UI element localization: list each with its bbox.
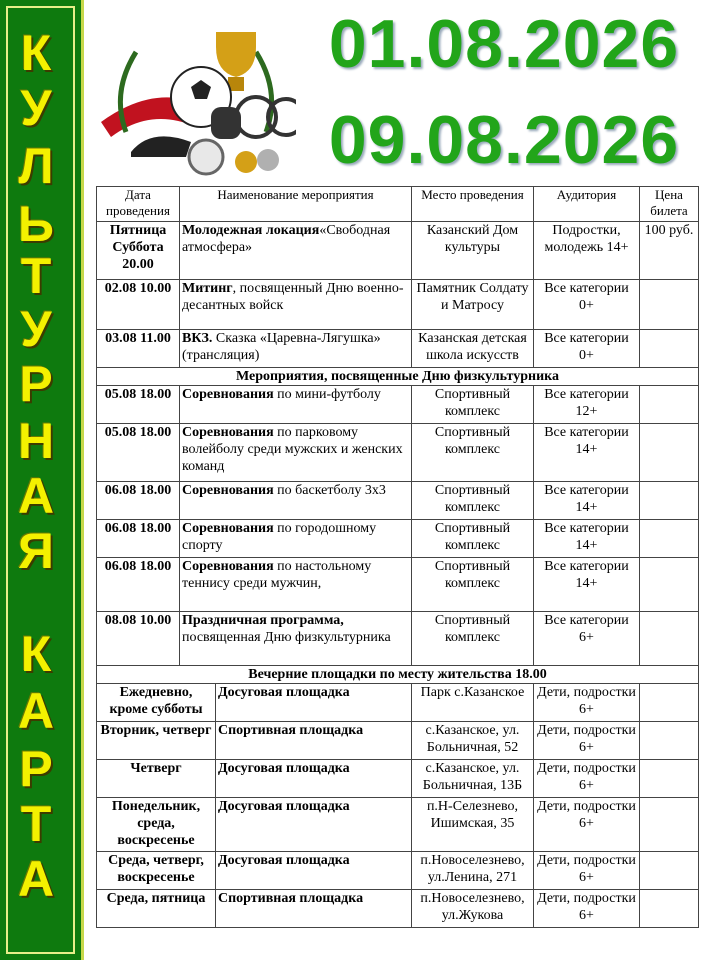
event-audience-cell: Подростки, молодежь 14+ bbox=[534, 222, 640, 280]
sidebar-banner bbox=[0, 0, 84, 960]
evening-days-cell: Среда, пятница bbox=[97, 890, 216, 928]
event-price-cell: 100 руб. bbox=[640, 222, 699, 280]
event-name-cell bbox=[180, 482, 412, 520]
evening-type-cell: Досуговая площадка bbox=[216, 852, 412, 890]
event-place-cell: Спортивный комплекс bbox=[412, 482, 534, 520]
evening-row bbox=[97, 760, 699, 798]
event-name-bold: Соревнования bbox=[182, 483, 274, 498]
evening-row bbox=[97, 890, 699, 928]
header-audience: Аудитория bbox=[534, 187, 640, 222]
evening-place-cell: п.Новоселезнево, ул.Жукова bbox=[412, 890, 534, 928]
evening-days-cell: Понедельник, среда, воскресенье bbox=[97, 798, 216, 852]
evening-type-cell: Досуговая площадка bbox=[216, 798, 412, 852]
event-place-cell: Спортивный комплекс bbox=[412, 612, 534, 666]
table-row bbox=[97, 558, 699, 612]
start-date: 01.08.2026 bbox=[328, 6, 680, 82]
evening-days-cell: Ежедневно, кроме субботы bbox=[97, 684, 216, 722]
evening-audience-cell: Дети, подростки 6+ bbox=[534, 890, 640, 928]
title-letter: А bbox=[17, 683, 55, 739]
evening-price-cell bbox=[640, 890, 699, 928]
title-letter: Л bbox=[18, 138, 54, 194]
event-audience-cell: Все категории 14+ bbox=[534, 424, 640, 482]
evening-row bbox=[97, 798, 699, 852]
event-place-cell: Спортивный комплекс bbox=[412, 386, 534, 424]
event-name-bold: Соревнования bbox=[182, 521, 274, 536]
event-name-cell bbox=[180, 424, 412, 482]
event-name-bold: Соревнования bbox=[182, 387, 274, 402]
evening-days-cell: Среда, четверг, воскресенье bbox=[97, 852, 216, 890]
event-audience-cell: Все категории 14+ bbox=[534, 558, 640, 612]
event-name-rest: по мини-футболу bbox=[273, 387, 381, 402]
event-price-cell bbox=[640, 424, 699, 482]
event-date-cell: 05.08 18.00 bbox=[97, 386, 180, 424]
section-title: Мероприятия, посвященные Дню физкультурника bbox=[97, 368, 699, 386]
event-price-cell bbox=[640, 482, 699, 520]
event-place-cell: Спортивный комплекс bbox=[412, 558, 534, 612]
header-price: Цена билета bbox=[640, 187, 699, 222]
sneaker-icon bbox=[131, 136, 191, 157]
evening-type-cell: Досуговая площадка bbox=[216, 684, 412, 722]
event-price-cell bbox=[640, 612, 699, 666]
event-name-rest: «Свободная атмосфера» bbox=[182, 223, 391, 255]
section-row bbox=[97, 666, 699, 684]
evening-row bbox=[97, 722, 699, 760]
event-name-cell bbox=[180, 520, 412, 558]
event-price-cell bbox=[640, 558, 699, 612]
evening-row bbox=[97, 852, 699, 890]
event-name-rest: по парковому волейболу среди мужских и женских команд bbox=[182, 425, 403, 474]
section-title: Вечерние площадки по месту жительства 18.00 bbox=[97, 666, 699, 684]
event-name-bold: Соревнования bbox=[182, 425, 274, 440]
event-audience-cell: Все категории 12+ bbox=[534, 386, 640, 424]
evening-price-cell bbox=[640, 852, 699, 890]
title-letter: У bbox=[20, 80, 52, 136]
evening-place-cell: с.Казанское, ул. Больничная, 52 bbox=[412, 722, 534, 760]
event-price-cell bbox=[640, 330, 699, 368]
event-name-bold: Соревнования bbox=[182, 559, 274, 574]
event-name-bold: Праздничная программа, bbox=[182, 613, 344, 628]
title-letter: Я bbox=[18, 523, 54, 579]
event-place-cell: Казанский Дом культуры bbox=[412, 222, 534, 280]
table-row bbox=[97, 222, 699, 280]
evening-type-cell: Досуговая площадка bbox=[216, 760, 412, 798]
title-letter: К bbox=[20, 25, 52, 81]
event-name-rest: посвященная Дню физкультурника bbox=[182, 630, 391, 645]
event-place-cell: Памятник Солдату и Матросу bbox=[412, 280, 534, 330]
title-letter: У bbox=[20, 301, 52, 357]
event-date-cell: 08.08 10.00 bbox=[97, 612, 180, 666]
title-letter: А bbox=[17, 851, 55, 907]
table-row bbox=[97, 520, 699, 558]
table-row bbox=[97, 280, 699, 330]
event-date-cell: 06.08 18.00 bbox=[97, 482, 180, 520]
event-date-cell: 06.08 18.00 bbox=[97, 520, 180, 558]
event-date-cell: 03.08 11.00 bbox=[97, 330, 180, 368]
title-letter: Ь bbox=[18, 196, 54, 252]
table-row bbox=[97, 424, 699, 482]
header-name: Наименование мероприятия bbox=[180, 187, 412, 222]
evening-place-cell: с.Казанское, ул. Больничная, 13Б bbox=[412, 760, 534, 798]
event-date-cell: 05.08 18.00 bbox=[97, 424, 180, 482]
title-letter: Т bbox=[20, 248, 52, 304]
evening-days-cell: Вторник, четверг bbox=[97, 722, 216, 760]
table-row bbox=[97, 330, 699, 368]
sports-logo-image bbox=[96, 12, 296, 182]
header-date: Дата проведения bbox=[97, 187, 180, 222]
evening-place-cell: Парк с.Казанское bbox=[412, 684, 534, 722]
evening-audience-cell: Дети, подростки 6+ bbox=[534, 760, 640, 798]
evening-type-cell: Спортивная площадка bbox=[216, 890, 412, 928]
event-name-bold: ВКЗ. bbox=[182, 331, 213, 346]
events-table bbox=[96, 186, 699, 928]
event-name-rest: Сказка «Царевна-Лягушка» (трансляция) bbox=[182, 331, 381, 363]
event-place-cell: Спортивный комплекс bbox=[412, 520, 534, 558]
event-place-cell: Казанская детская школа искусств bbox=[412, 330, 534, 368]
event-name-bold: Молодежная локация bbox=[182, 223, 320, 238]
event-name-cell bbox=[180, 280, 412, 330]
medal-icon bbox=[235, 151, 257, 173]
trophy-icon bbox=[216, 32, 256, 77]
title-letter: К bbox=[20, 626, 52, 682]
event-price-cell bbox=[640, 520, 699, 558]
evening-price-cell bbox=[640, 684, 699, 722]
header-place: Место проведения bbox=[412, 187, 534, 222]
title-letter: Р bbox=[19, 741, 53, 797]
evening-audience-cell: Дети, подростки 6+ bbox=[534, 722, 640, 760]
kettlebell-icon bbox=[211, 107, 241, 139]
event-audience-cell: Все категории 14+ bbox=[534, 482, 640, 520]
event-audience-cell: Все категории 14+ bbox=[534, 520, 640, 558]
event-date-cell: Пятница Суббота 20.00 bbox=[97, 222, 180, 280]
event-price-cell bbox=[640, 280, 699, 330]
event-name-rest: по настольному теннису среди мужчин, bbox=[182, 559, 372, 591]
event-price-cell bbox=[640, 386, 699, 424]
event-audience-cell: Все категории 0+ bbox=[534, 280, 640, 330]
title-letter: Р bbox=[19, 356, 53, 412]
event-date-cell: 06.08 18.00 bbox=[97, 558, 180, 612]
event-place-cell: Спортивный комплекс bbox=[412, 424, 534, 482]
stopwatch-icon bbox=[189, 140, 223, 174]
evening-row bbox=[97, 684, 699, 722]
evening-place-cell: п.Новоселезнево, ул.Ленина, 271 bbox=[412, 852, 534, 890]
event-name-rest: , посвященный Дню военно-десантных войск bbox=[182, 281, 404, 313]
event-name-cell bbox=[180, 222, 412, 280]
section-row bbox=[97, 368, 699, 386]
evening-price-cell bbox=[640, 722, 699, 760]
table-row bbox=[97, 386, 699, 424]
evening-place-cell: п.Н-Селезнево, Ишимская, 35 bbox=[412, 798, 534, 852]
end-date: 09.08.2026 bbox=[328, 102, 680, 178]
event-name-rest: по баскетболу 3х3 bbox=[273, 483, 386, 498]
evening-type-cell: Спортивная площадка bbox=[216, 722, 412, 760]
event-audience-cell: Все категории 6+ bbox=[534, 612, 640, 666]
table-row bbox=[97, 482, 699, 520]
title-letter: А bbox=[17, 468, 55, 524]
event-name-cell bbox=[180, 386, 412, 424]
title-letter: Т bbox=[20, 796, 52, 852]
evening-audience-cell: Дети, подростки 6+ bbox=[534, 798, 640, 852]
evening-price-cell bbox=[640, 760, 699, 798]
evening-audience-cell: Дети, подростки 6+ bbox=[534, 852, 640, 890]
evening-price-cell bbox=[640, 798, 699, 852]
event-date-cell: 02.08 10.00 bbox=[97, 280, 180, 330]
title-letter: Н bbox=[17, 413, 55, 469]
event-name-cell bbox=[180, 612, 412, 666]
event-name-bold: Митинг bbox=[182, 281, 233, 296]
event-name-cell bbox=[180, 558, 412, 612]
table-header-row bbox=[97, 187, 699, 222]
event-name-rest: по городошному спорту bbox=[182, 521, 377, 553]
evening-days-cell: Четверг bbox=[97, 760, 216, 798]
event-name-cell bbox=[180, 330, 412, 368]
evening-audience-cell: Дети, подростки 6+ bbox=[534, 684, 640, 722]
event-audience-cell: Все категории 0+ bbox=[534, 330, 640, 368]
table-row bbox=[97, 612, 699, 666]
